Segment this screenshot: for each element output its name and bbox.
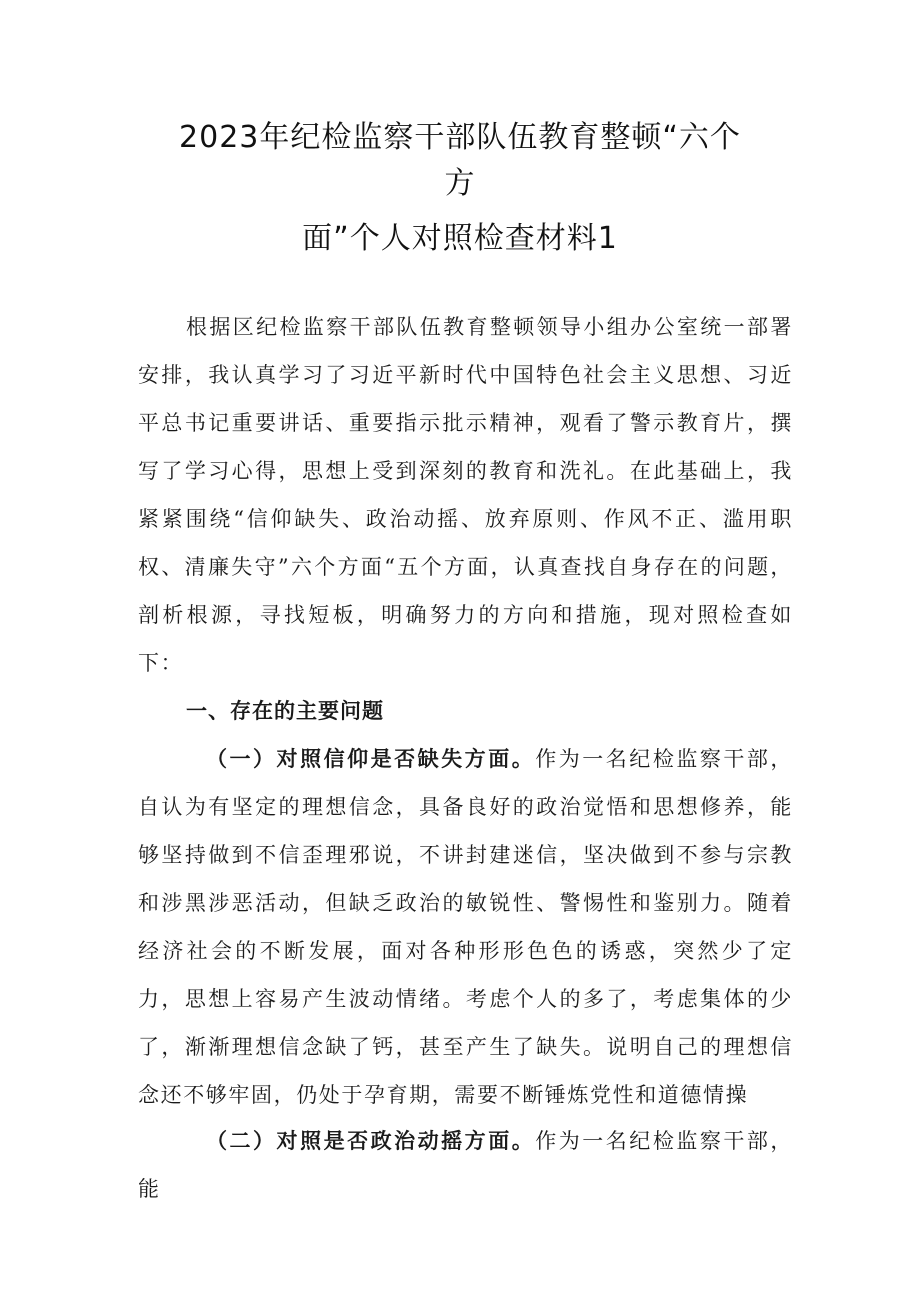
item-1-lead: （一）对照信仰是否缺失方面。 <box>206 747 536 771</box>
item-2-lead: （二）对照是否政治动摇方面。 <box>206 1129 536 1153</box>
item-2-paragraph <box>138 1117 793 1213</box>
section-heading-main-problems: 一、存在的主要问题 <box>186 699 384 723</box>
document-title-line-3: 面”个人对照检查材料1 <box>302 221 618 256</box>
item-2-text: 作为一名纪检监察干部，能 <box>138 1129 793 1201</box>
item-1-paragraph <box>138 735 793 1119</box>
document-title-line-2: 方 <box>444 166 476 201</box>
document-title-line-1: 2023年纪检监察干部队伍教育整顿“六个 <box>179 120 741 155</box>
intro-paragraph: 根据区纪检监察干部队伍教育整顿领导小组办公室统一部署安排，我认真学习了习近平新时代中国特色社会主义思想、习近平总书记重要讲话、重要指示批示精神，观看了警示教育片，撰写了学习心得，思想上受到深刻的教育和洗礼。在此基础上，我紧紧围绕“信仰缺失、政治动摇、放弃原则、作风不正、滥用职权、清廉失守”六个方面“五个方面，认真查找自身存在的问题，剖析根源，寻找短板，明确努力的方向和措施，现对照检查如下： <box>138 315 793 675</box>
item-1-text: 作为一名纪检监察干部，自认为有坚定的理想信念，具备良好的政治觉悟和思想修养，能够坚持做到不信歪理邪说，不讲封建迷信，坚决做到不参与宗教和涉黑涉恶活动，但缺乏政治的敏锐性、警惕性和鉴别力。随着经济社会的不断发展，面对各种形形色色的诱惑，突然少了定力，思想上容易产生波动情绪。考虑个人的多了，考虑集体的少了，渐渐理想信念缺了钙，甚至产生了缺失。说明自己的理想信念还不够牢固，仍处于孕育期，需要不断锤炼党性和道德情操 <box>138 747 793 1107</box>
